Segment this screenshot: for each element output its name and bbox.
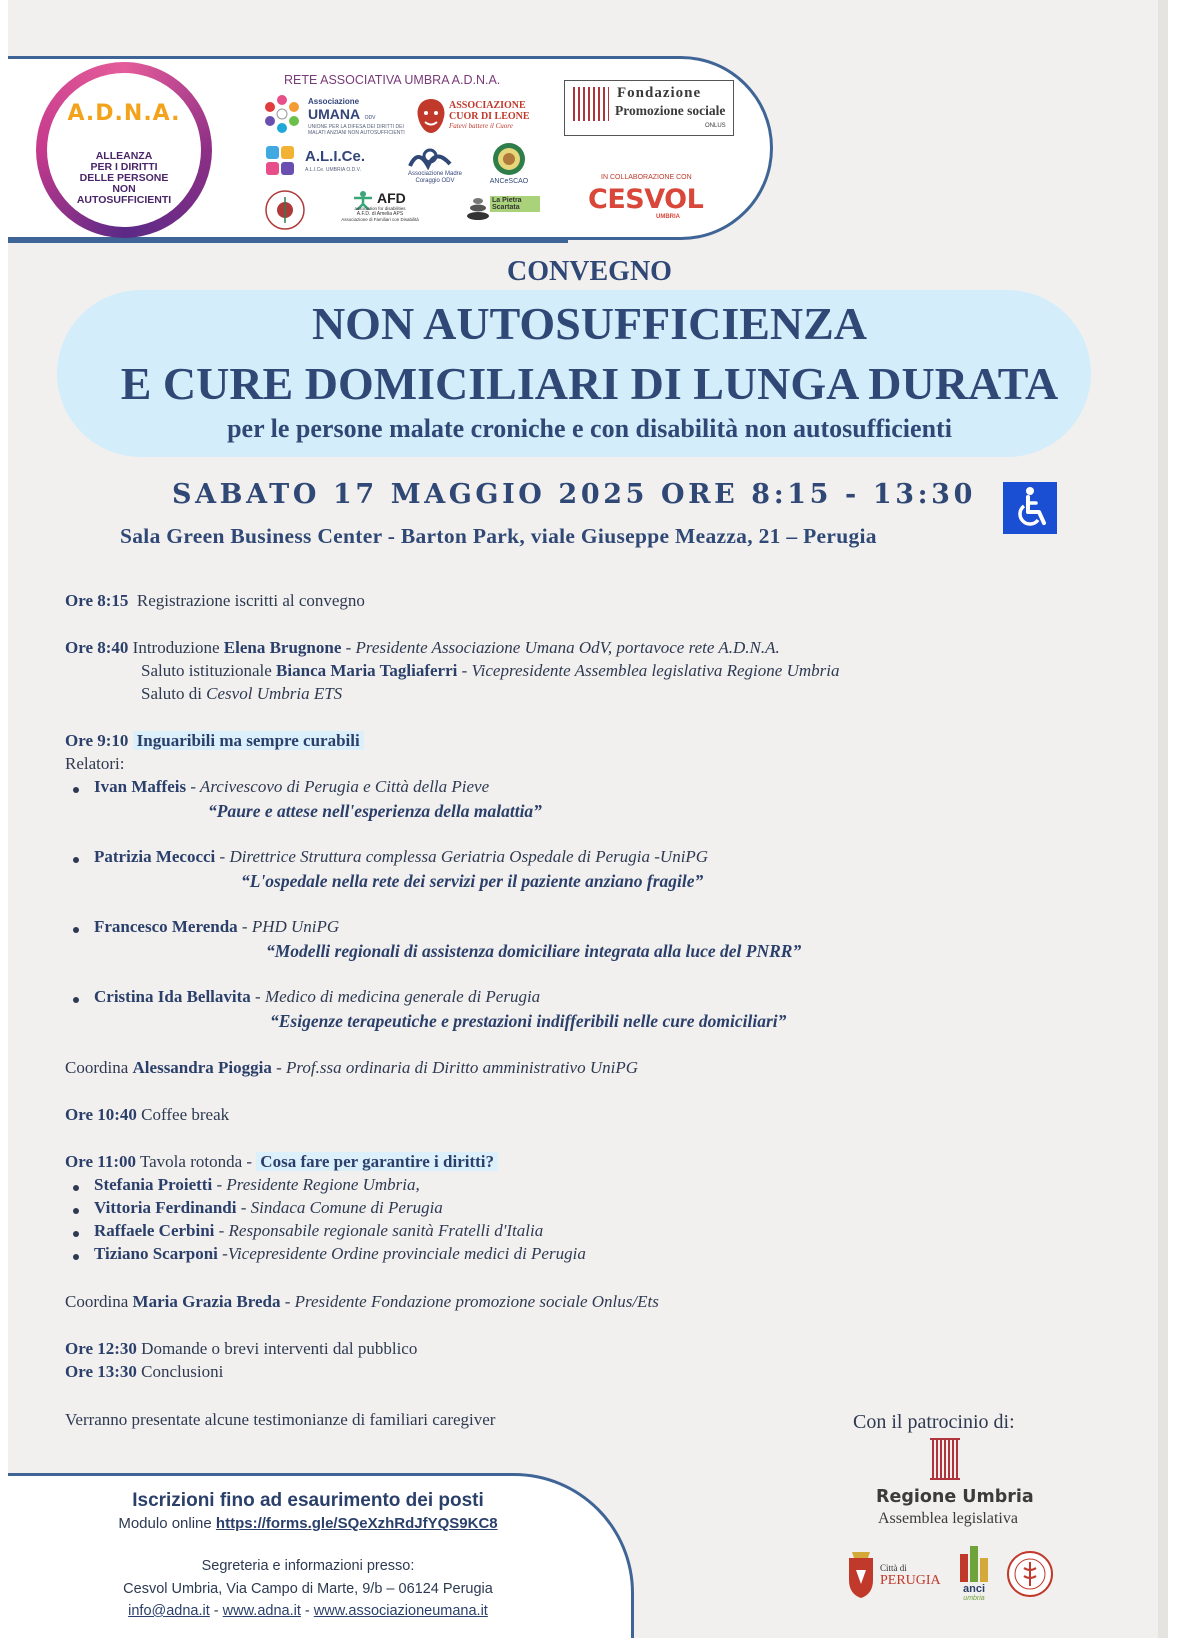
program-row — [65, 1362, 223, 1382]
program-text: Introduzione — [132, 638, 220, 657]
speaker-role: - Arcivescovo di Perugia e Città della Pieve — [190, 777, 490, 796]
program-text: Saluto istituzionale — [141, 661, 272, 680]
afd-desc-3: Associazione di Familiari con Disabilità — [341, 217, 419, 222]
program-text: Coffee break — [141, 1105, 230, 1124]
cuor-di-leone-block — [449, 100, 539, 130]
alice-block — [305, 148, 395, 173]
talk-title: “Paure e attese nell'esperienza della malattia” — [208, 801, 542, 821]
program-text: Coordina — [65, 1292, 129, 1311]
regione-umbria-mark-icon — [932, 1438, 958, 1480]
speaker-role: - Responsabile regionale sanità Fratelli d'Italia — [218, 1221, 544, 1240]
perugia-label — [880, 1563, 941, 1589]
speaker-role: - Prof.ssa ordinaria di Diritto amministrativo UniPG — [276, 1058, 638, 1077]
adna-caption-line: PER I DIRITTI — [90, 161, 158, 173]
fondazione-line-3: ONLUS — [705, 123, 726, 129]
madre-coraggio-label: Associazione Madre Coraggio ODV — [407, 171, 463, 184]
program-row — [65, 638, 780, 658]
coordinator-row — [65, 1058, 638, 1078]
event-venue: Sala Green Business Center - Barton Park, viale Giuseppe Meazza, 21 – Perugia — [120, 524, 877, 548]
speaker-row — [94, 917, 339, 937]
event-subtitle: per le persone malate croniche e con disabilità non autosufficienti — [227, 414, 952, 443]
talk-title: “Modelli regionali di assistenza domiciliare integrata alla luce del PNRR” — [266, 941, 802, 961]
alice-puzzle-icon — [264, 144, 296, 178]
speaker-role: - Presidente Associazione Umana OdV, portavoce rete A.D.N.A. — [345, 638, 780, 657]
speaker-row — [94, 847, 708, 867]
parkinson-seal-icon — [264, 189, 306, 231]
bullet-icon — [73, 1231, 79, 1237]
panel-row — [94, 1175, 420, 1195]
adna-caption-line: ALLEANZA — [95, 150, 153, 162]
event-date: SABATO 17 MAGGIO 2025 ORE 8:15 - 13:30 — [172, 479, 976, 510]
program-time: Ore 13:30 — [65, 1362, 137, 1381]
perugia-line-1: Città di — [880, 1563, 907, 1573]
panel-row — [94, 1221, 543, 1241]
rete-title: RETE ASSOCIATIVA UMBRA A.D.N.A. — [284, 73, 501, 87]
wheelchair-accessible-icon — [1003, 482, 1057, 534]
segreteria-label: Segreteria e informazioni presso: — [201, 1558, 415, 1574]
poster-sheet — [8, 0, 1168, 1638]
afd-desc-1: association for disabilities — [354, 206, 406, 211]
relatori-label: Relatori: — [65, 754, 125, 773]
fondazione-bars-icon — [573, 87, 609, 121]
speaker-name: Elena Brugnone — [223, 638, 342, 657]
speaker-name: Ivan Maffeis — [94, 777, 187, 796]
program-time: Ore 12:30 — [65, 1339, 137, 1358]
speaker-role: -Vicepresidente Ordine provinciale medici di Perugia — [222, 1244, 586, 1263]
speaker-role: - Direttrice Struttura complessa Geriatria Ospedale di Perugia -UniPG — [219, 847, 709, 866]
event-kind: CONVEGNO — [507, 256, 672, 287]
program-row — [65, 1105, 229, 1125]
program-time: Ore 9:10 — [65, 731, 129, 750]
fondazione-logo — [564, 80, 734, 136]
page-edge — [1158, 0, 1168, 1638]
program-text: Saluto di — [141, 684, 202, 703]
bullet-icon — [73, 857, 79, 863]
adna-caption-line: AUTOSUFFICIENTI — [76, 194, 172, 206]
speaker-role: - Sindaca Comune di Perugia — [240, 1198, 443, 1217]
program-text: Coordina — [65, 1058, 129, 1077]
patronage-label: Con il patrocinio di: — [853, 1411, 1015, 1433]
adna-caption-line: NON — [112, 183, 136, 195]
adna-caption-line: DELLE PERSONE — [79, 172, 169, 184]
assemblea-legislativa-label: Assemblea legislativa — [878, 1510, 1018, 1527]
modulo-line — [8, 1515, 608, 1532]
umana-pre: Associazione — [308, 97, 360, 106]
pietra-block — [490, 196, 540, 212]
speaker-name: Cristina Ida Bellavita — [94, 987, 251, 1006]
cesvol-logo: CESVOL — [588, 184, 704, 215]
umana-name: UMANA — [308, 106, 361, 122]
anci-umbria-icon — [956, 1544, 990, 1584]
anci-label — [956, 1584, 992, 1603]
speaker-role: - Vicepresidente Assemblea legislativa Regione Umbria — [461, 661, 840, 680]
bullet-icon — [73, 787, 79, 793]
speaker-name: Patrizia Mecocci — [94, 847, 216, 866]
speaker-row — [94, 777, 489, 797]
speaker-name: Raffaele Cerbini — [94, 1221, 215, 1240]
separator: - — [209, 1603, 223, 1619]
website-link-adna[interactable]: www.adna.it — [222, 1603, 301, 1619]
speaker-name: Alessandra Pioggia — [132, 1058, 272, 1077]
ordine-medici-seal-icon — [1006, 1550, 1054, 1598]
umana-logo-icon — [262, 94, 302, 134]
contacts-line — [8, 1603, 608, 1619]
perugia-line-2: PERUGIA — [880, 1573, 941, 1588]
program-row — [65, 591, 365, 611]
afd-block — [330, 190, 430, 222]
lion-icon — [414, 97, 448, 135]
event-title-line-1: NON AUTOSUFFICIENZA — [311, 298, 868, 349]
bullet-icon — [73, 927, 79, 933]
speaker-role: - Presidente Fondazione promozione sociale Onlus/Ets — [284, 1292, 659, 1311]
pietra-line-2: Scartata — [492, 204, 520, 211]
cuor-line-3: Fatevi battere il Cuore — [449, 122, 513, 130]
bullet-icon — [73, 1208, 79, 1214]
speaker-name: Tiziano Scarponi — [94, 1244, 218, 1263]
adna-logo — [36, 62, 212, 238]
bullet-icon — [73, 1185, 79, 1191]
pietra-stones-icon — [465, 195, 491, 221]
speaker-name: Maria Grazia Breda — [132, 1292, 281, 1311]
modulo-link[interactable]: https://forms.gle/SQeXzhRdJfYQS9KC8 — [215, 1515, 498, 1532]
talk-title: “Esigenze terapeutiche e prestazioni indifferibili nelle cure domiciliari” — [270, 1011, 787, 1031]
cuor-line-1: ASSOCIAZIONE — [449, 100, 526, 111]
umana-desc: UNIONE PER LA DIFESA DEI DIRITTI DEI MALATI ANZIANI NON AUTOSUFFICIENTI — [308, 124, 405, 136]
fondazione-line-1: Fondazione — [617, 85, 702, 101]
session-title: Cosa fare per garantire i diritti? — [256, 1152, 498, 1171]
talk-title: “L'ospedale nella rete dei servizi per il paziente anziano fragile” — [241, 871, 704, 891]
bullet-icon — [73, 1254, 79, 1260]
program-row — [141, 684, 342, 704]
afd-name: AFD — [377, 190, 406, 206]
program-time: Ore 10:40 — [65, 1105, 137, 1124]
anci-line-1: anci — [962, 1583, 985, 1595]
anci-line-2: umbria — [963, 1595, 985, 1602]
program-text: Registrazione iscritti al convegno — [136, 591, 365, 610]
adna-letters: A.D.N.A. — [67, 101, 181, 126]
umana-block — [308, 97, 418, 136]
collaboration-label: IN COLLABORAZIONE CON — [601, 174, 692, 181]
modulo-label: Modulo online — [118, 1515, 212, 1532]
alice-desc: A.L.I.Ce. UMBRIA O.D.V. — [305, 167, 361, 173]
fondazione-line-2: Promozione sociale — [615, 103, 726, 118]
program-row — [65, 731, 364, 751]
ancescao-icon — [491, 141, 527, 177]
session-title: Inguaribili ma sempre curabili — [133, 731, 364, 750]
speaker-name: Francesco Merenda — [94, 917, 238, 936]
speaker-role: - Medico di medicina generale di Perugia — [255, 987, 541, 1006]
speaker-row — [94, 987, 540, 1007]
cesvol-umbria-label: UMBRIA — [656, 214, 680, 220]
cuor-line-2: CUOR DI LEONE — [449, 111, 530, 122]
ancescao-label: ANCeSCAO — [489, 178, 529, 185]
program-text: Conclusioni — [141, 1362, 224, 1381]
panel-row — [94, 1198, 443, 1218]
speaker-role: - PHD UniPG — [241, 917, 340, 936]
separator: - — [300, 1603, 314, 1619]
coordinator-row — [65, 1292, 659, 1312]
umana-odv: ODV — [364, 115, 376, 121]
program-time: Ore 8:40 — [65, 638, 129, 657]
program-note: Verranno presentate alcune testimonianze di familiari caregiver — [65, 1410, 496, 1429]
program-time: Ore 11:00 — [65, 1152, 136, 1171]
iscrizioni-heading: Iscrizioni fino ad esaurimento dei posti — [132, 1490, 484, 1511]
speaker-role: - Presidente Regione Umbria, — [216, 1175, 420, 1194]
alice-name: A.L.I.Ce. — [305, 148, 366, 165]
panel-row — [94, 1244, 586, 1264]
website-link-umana[interactable]: www.associazioneumana.it — [313, 1603, 488, 1619]
speaker-name: Vittoria Ferdinandi — [94, 1198, 237, 1217]
program-text: Tavola rotonda - — [139, 1152, 253, 1171]
program-row — [65, 1152, 498, 1172]
program-row — [141, 661, 839, 681]
madre-coraggio-icon — [406, 146, 454, 170]
speaker-name: Stefania Proietti — [94, 1175, 213, 1194]
event-title-line-2: E CURE DOMICILIARI DI LUNGA DURATA — [120, 358, 1059, 409]
perugia-crest-icon — [846, 1550, 876, 1600]
speaker-name: Bianca Maria Tagliaferri — [276, 661, 458, 680]
program-time: Ore 8:15 — [65, 591, 129, 610]
regione-umbria-name: Regione Umbria — [876, 1487, 1034, 1507]
program-row — [65, 1339, 417, 1359]
pietra-line-1: La Pietra — [492, 197, 522, 204]
address-line: Cesvol Umbria, Via Campo di Marte, 9/b – 06124 Perugia — [123, 1581, 493, 1597]
bullet-icon — [73, 997, 79, 1003]
afd-desc-2: A.F.D. di Amelia APS — [356, 211, 404, 217]
speaker-role: Cesvol Umbria ETS — [206, 684, 343, 703]
adna-caption — [67, 151, 181, 206]
program-text: Domande o brevi interventi dal pubblico — [141, 1339, 418, 1358]
email-link[interactable]: info@adna.it — [128, 1603, 210, 1619]
